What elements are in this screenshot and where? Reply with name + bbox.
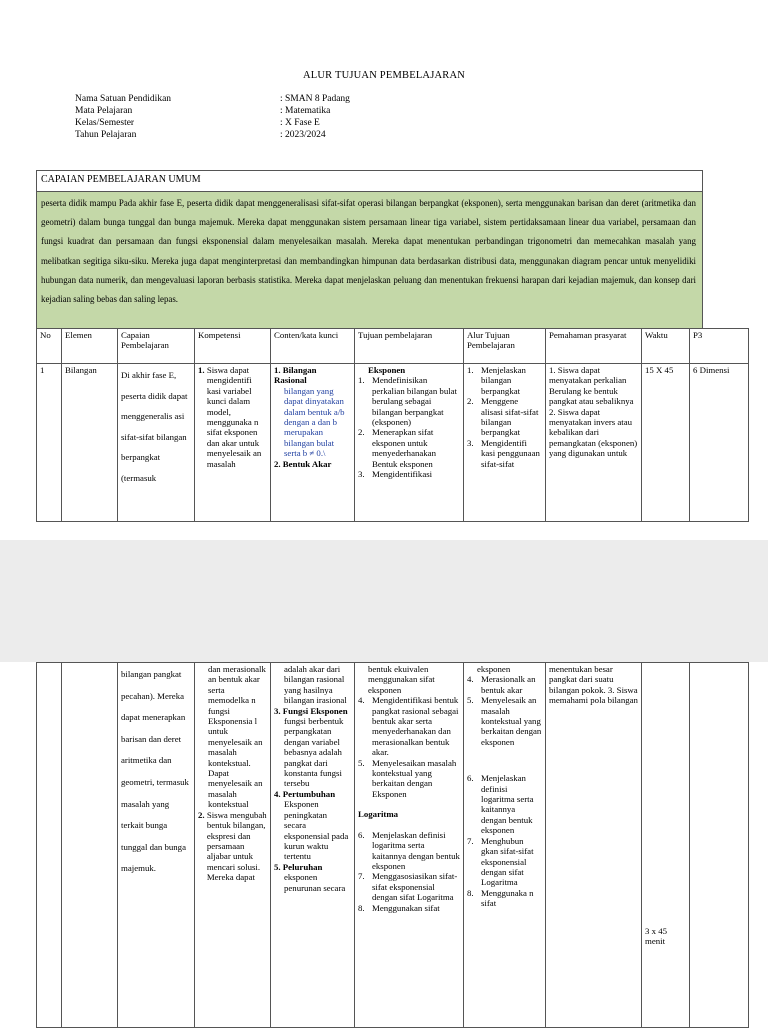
list-item: 7. Menghubun gkan sifat-sifat eksponensial dengan sifat Logaritma [467, 835, 534, 888]
cell-prasyarat: 1. Siswa dapat menyatakan perkalian Berulang ke bentuk pangkat atau sebaliknya 2. Siswa dapat menyatakan invers atau kebalikan dari pemangkatan (eksponen) yang digunakan untuk [546, 364, 642, 522]
cell-alur [464, 364, 546, 522]
header-no: No [37, 329, 62, 364]
list-item: 4. Merasionalk an bentuk akar [467, 674, 536, 695]
header-elemen: Elemen [62, 329, 118, 364]
cell-waktu: 3 x 45 menit [642, 663, 690, 1028]
table-row [37, 663, 749, 1028]
list-item: 5. Menyelesaik an masalah kontekstual yang berkaitan dengan eksponen [467, 695, 542, 747]
page-2 [0, 662, 768, 1024]
header-alur: Alur Tujuan Pembelajaran [464, 329, 546, 364]
header-p3: P3 [690, 329, 749, 364]
atp-table-page-1 [36, 328, 749, 522]
cell-prasyarat: menentukan besar pangkat dari suatu bilangan pokok. 3. Siswa memahami pola bilangan [546, 663, 642, 1028]
header-konten: Conten/kata kunci [271, 329, 355, 364]
meta-row-class: Kelas/Semester : X Fase E [75, 118, 320, 128]
header-waktu: Waktu [642, 329, 690, 364]
cell-konten: adalah akar dari bilangan rasional yang hasilnya bilangan irasional 3. Fungsi Eksponen fungsi berbentuk perpangkatan dengan variabel bebasnya adalah pangkat dari konstanta fungsi tersebu 4. Pertumbuhan Eksponen peningkatan secara eksponensial pada kurun waktu tertentu 5. Peluruhan eksponen penurunan secara [271, 663, 355, 1028]
cell-capaian: Di akhir fase E, peserta didik dapat menggeneralis asi sifat-sifat bilangan berpangkat (termasuk [118, 364, 195, 522]
cell-no [37, 663, 62, 1028]
list-item: 6. Menjelaskan definisi logaritma serta kaitannya dengan bentuk eksponen [467, 773, 534, 836]
identity-block [75, 93, 350, 141]
list-item: 6. Menjelaskan definisi logaritma serta kaitannya dengan bentuk eksponen [358, 829, 460, 871]
header-tujuan: Tujuan pembelajaran [355, 329, 464, 364]
cell-elemen: Bilangan [62, 364, 118, 522]
cell-elemen [62, 663, 118, 1028]
cell-tujuan: bentuk ekuivalen menggunakan sifat eksponen 4. Mengidentifikasi bentuk pangkat rasional sebagai bentuk akar serta menyederhanakan dan merasionalkan bentuk akar. 5. Menyelesaikan masalah kontekstual yang berkaitan dengan Eksponen Logaritma 6. Menjelaskan definisi logaritma serta kaitannya dengan bentuk eksponen 7. Menggasosiasikan sifat-sifat eksponensial dengan sifat Logaritma 8. Menggunakan sifat [355, 663, 464, 1028]
list-item: 2. Menggene alisasi sifat-sifat bilangan berpangkat [467, 396, 539, 438]
list-item: 8. Menggunaka n sifat [467, 887, 534, 909]
cell-p3: 6 Dimensi [690, 364, 749, 522]
atp-table-page-2 [36, 662, 749, 1028]
capaian-umum-text: peserta didik mampu Pada akhir fase E, peserta didik dapat menggeneralisasi sifat-sifat operasi bilangan berpangkat (eksponen), serta menggunakan barisan dan deret (aritmetika dan geometri) dalam bunga tunggal dan bunga majemuk. Mereka dapat menggunakan sistem persamaan linear tiga variabel, sistem pertidaksamaan linear dua variabel, persamaan dan fungsi kuadrat dan persamaan dan fungsi eksponensial dalam menyelesaikan masalah. Mereka dapat menentukan perbandingan trigonometri dan memecahkan masalah yang melibatkan segitiga siku-siku. Mereka juga dapat menginterpretasi dan membandingkan himpunan data berdasarkan distribusi data, menggunakan diagram pencar untuk menyelidiki hubungan data numerik, dan mengevaluasi laporan berbasis statistika. Mereka dapat menjelaskan peluang dan menentukan frekuensi harapan dari kejadian majemuk, dan konsep dari kejadian saling bebas dan saling lepas. [37, 192, 702, 329]
list-item: 7. Menggasosiasikan sifat-sifat eksponensial dengan sifat Logaritma [358, 871, 458, 903]
list-item: 1. Mendefinisikan perkalian bilangan bulat berulang sebagai bilangan berpangkat (eksponen) [358, 375, 458, 428]
table-row [37, 364, 749, 522]
cell-no: 1 [37, 364, 62, 522]
cell-capaian: bilangan pangkat pecahan). Mereka dapat menerapkan barisan dan deret aritmetika dan geometri, termasuk masalah yang terkait bunga tunggal dan bunga majemuk. [118, 663, 195, 1028]
list-item: 8. Menggunakan sifat [358, 902, 440, 913]
capaian-umum-box [36, 170, 703, 328]
list-item: 3. Mengidentifi kasi penggunaan sifat-sifat [467, 437, 540, 469]
table-header-row [37, 329, 749, 364]
list-item: 4. Mengidentifikasi bentuk pangkat rasional sebagai bentuk akar serta menyederhanakan dan merasionalkan bentuk akar. [358, 695, 459, 758]
cell-kompetensi: 1. Siswa dapat mengidentifi kasi variabel kunci dalam model, menggunaka n sifat eksponen dan akar untuk menyelesaik an masalah [195, 364, 271, 522]
header-capaian: Capaian Pembelajaran [118, 329, 195, 364]
meta-row-year: Tahun Pelajaran : 2023/2024 [75, 130, 326, 140]
header-prasyarat: Pemahaman prasyarat [546, 329, 642, 364]
list-item: 3. Mengidentifikasi [358, 469, 433, 480]
capaian-umum-heading: CAPAIAN PEMBELAJARAN UMUM [37, 171, 702, 192]
list-item: 5. Menyelesaikan masalah kontekstual yang berkaitan dengan Eksponen [358, 757, 457, 799]
cell-p3 [690, 663, 749, 1028]
cell-tujuan: Eksponen 1. Mendefinisikan perkalian bilangan bulat berulang sebagai bilangan berpangkat (eksponen) 2. Menerapkan sifat eksponen untuk menyederhanakan Bentuk eksponen 3. Mengidentifikasi [355, 364, 464, 522]
meta-row-school: Nama Satuan Pendidikan : SMAN 8 Padang [75, 94, 350, 104]
cell-alur: eksponen 4. Merasionalk an bentuk akar 5. Menyelesaik an masalah kontekstual yang berkaitan dengan eksponen 6. Menjelaskan definisi logaritma serta kaitannya dengan bentuk eksponen 7. Menghubun gkan sifat-sifat eksponensial dengan sifat Logaritma 8. Menggunaka n sifat [464, 663, 546, 1028]
cell-waktu: 15 X 45 [642, 364, 690, 522]
list-item: 1. Menjelaskan bilangan berpangkat [467, 365, 526, 396]
document-title: ALUR TUJUAN PEMBELAJARAN [302, 70, 466, 81]
page-gap [0, 540, 768, 662]
list-item: 2. Menerapkan sifat eksponen untuk menyederhanakan Bentuk eksponen [358, 427, 436, 469]
meta-row-subject: Mata Pelajaran : Matematika [75, 106, 331, 116]
cell-kompetensi: dan merasionalk an bentuk akar serta memodelka n fungsi Eksponensia l untuk menyelesaik an masalah kontekstual. Dapat menyelesaik an masalah kontekstual 2. Siswa mengubah bentuk bilangan, ekspresi dan persamaan aljabar untuk mencari solusi. Mereka dapat [195, 663, 271, 1028]
header-kompetensi: Kompetensi [195, 329, 271, 364]
cell-konten: 1. Bilangan Rasional bilangan yang dapat dinyatakan dalam bentuk a/b dengan a dan b merupakan bilangan bulat serta b ≠ 0.\ 2. Bentuk Akar [271, 364, 355, 522]
